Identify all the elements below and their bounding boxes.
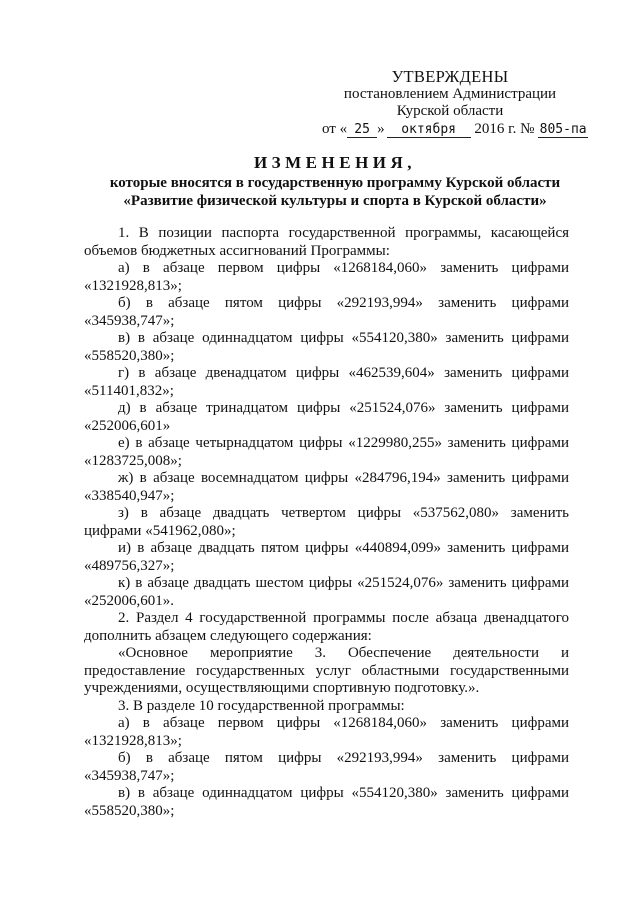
paragraph: в) в абзаце одиннадцатом цифры «554120,380» заменить цифрами «558520,380»; [84,330,569,364]
document-title [70,152,600,210]
paragraph: 1. В позиции паспорта государственной программы, касающейся объемов бюджетных ассигнований Программы: [84,225,569,259]
date-prefix: от « [322,120,348,137]
approval-stamp [300,68,600,138]
paragraph: д) в абзаце тринадцатом цифры «251524,076» заменить цифрами «252006,601» [84,400,569,434]
approval-date-line [300,121,600,139]
paragraph: 2. Раздел 4 государственной программы после абзаца двенадцатого дополнить абзацем следующего содержания: [84,610,569,644]
paragraph: а) в абзаце первом цифры «1268184,060» заменить цифрами «1321928,813»; [84,260,569,294]
approval-line-1: постановлением Администрации [343,85,557,102]
date-month: октября [387,123,471,138]
document-body [84,225,569,820]
paragraph: а) в абзаце первом цифры «1268184,060» заменить цифрами «1321928,813»; [84,715,569,749]
decree-number: 805-па [539,121,587,137]
paragraph: и) в абзаце двадцать пятом цифры «440894,099» заменить цифрами «489756,327»; [84,540,569,574]
date-mid: » [377,120,385,137]
date-year: 2016 г. № [474,120,535,137]
date-day: 25 [347,123,377,138]
approval-heading: УТВЕРЖДЕНЫ [391,67,509,86]
paragraph: б) в абзаце пятом цифры «292193,994» заменить цифрами «345938,747»; [84,295,569,329]
paragraph: з) в абзаце двадцать четвертом цифры «537562,080» заменить цифрами «541962,080»; [84,505,569,539]
paragraph: г) в абзаце двенадцатом цифры «462539,604» заменить цифрами «511401,832»; [84,365,569,399]
paragraph: к) в абзаце двадцать шестом цифры «251524,076» заменить цифрами «252006,601». [84,575,569,609]
paragraph: 3. В разделе 10 государственной программы: [118,697,405,714]
paragraph: в) в абзаце одиннадцатом цифры «554120,380» заменить цифрами «558520,380»; [84,785,569,819]
title-line-2: которые вносятся в государственную программу Курской области [109,175,561,191]
paragraph: б) в абзаце пятом цифры «292193,994» заменить цифрами «345938,747»; [84,750,569,784]
paragraph: «Основное мероприятие 3. Обеспечение деятельности и предоставление государственных услуг областными государственными учреждениями, осуществляющими спортивную подготовку.». [84,645,569,696]
paragraph: ж) в абзаце восемнадцатом цифры «284796,194» заменить цифрами «338540,947»; [84,470,569,504]
approval-line-2: Курской области [396,103,504,119]
title-line-1: ИЗМЕНЕНИЯ, [253,153,417,172]
title-line-3: «Развитие физической культуры и спорта в Курской области» [123,193,547,209]
paragraph: е) в абзаце четырнадцатом цифры «1229980,255» заменить цифрами «1283725,008»; [84,435,569,469]
